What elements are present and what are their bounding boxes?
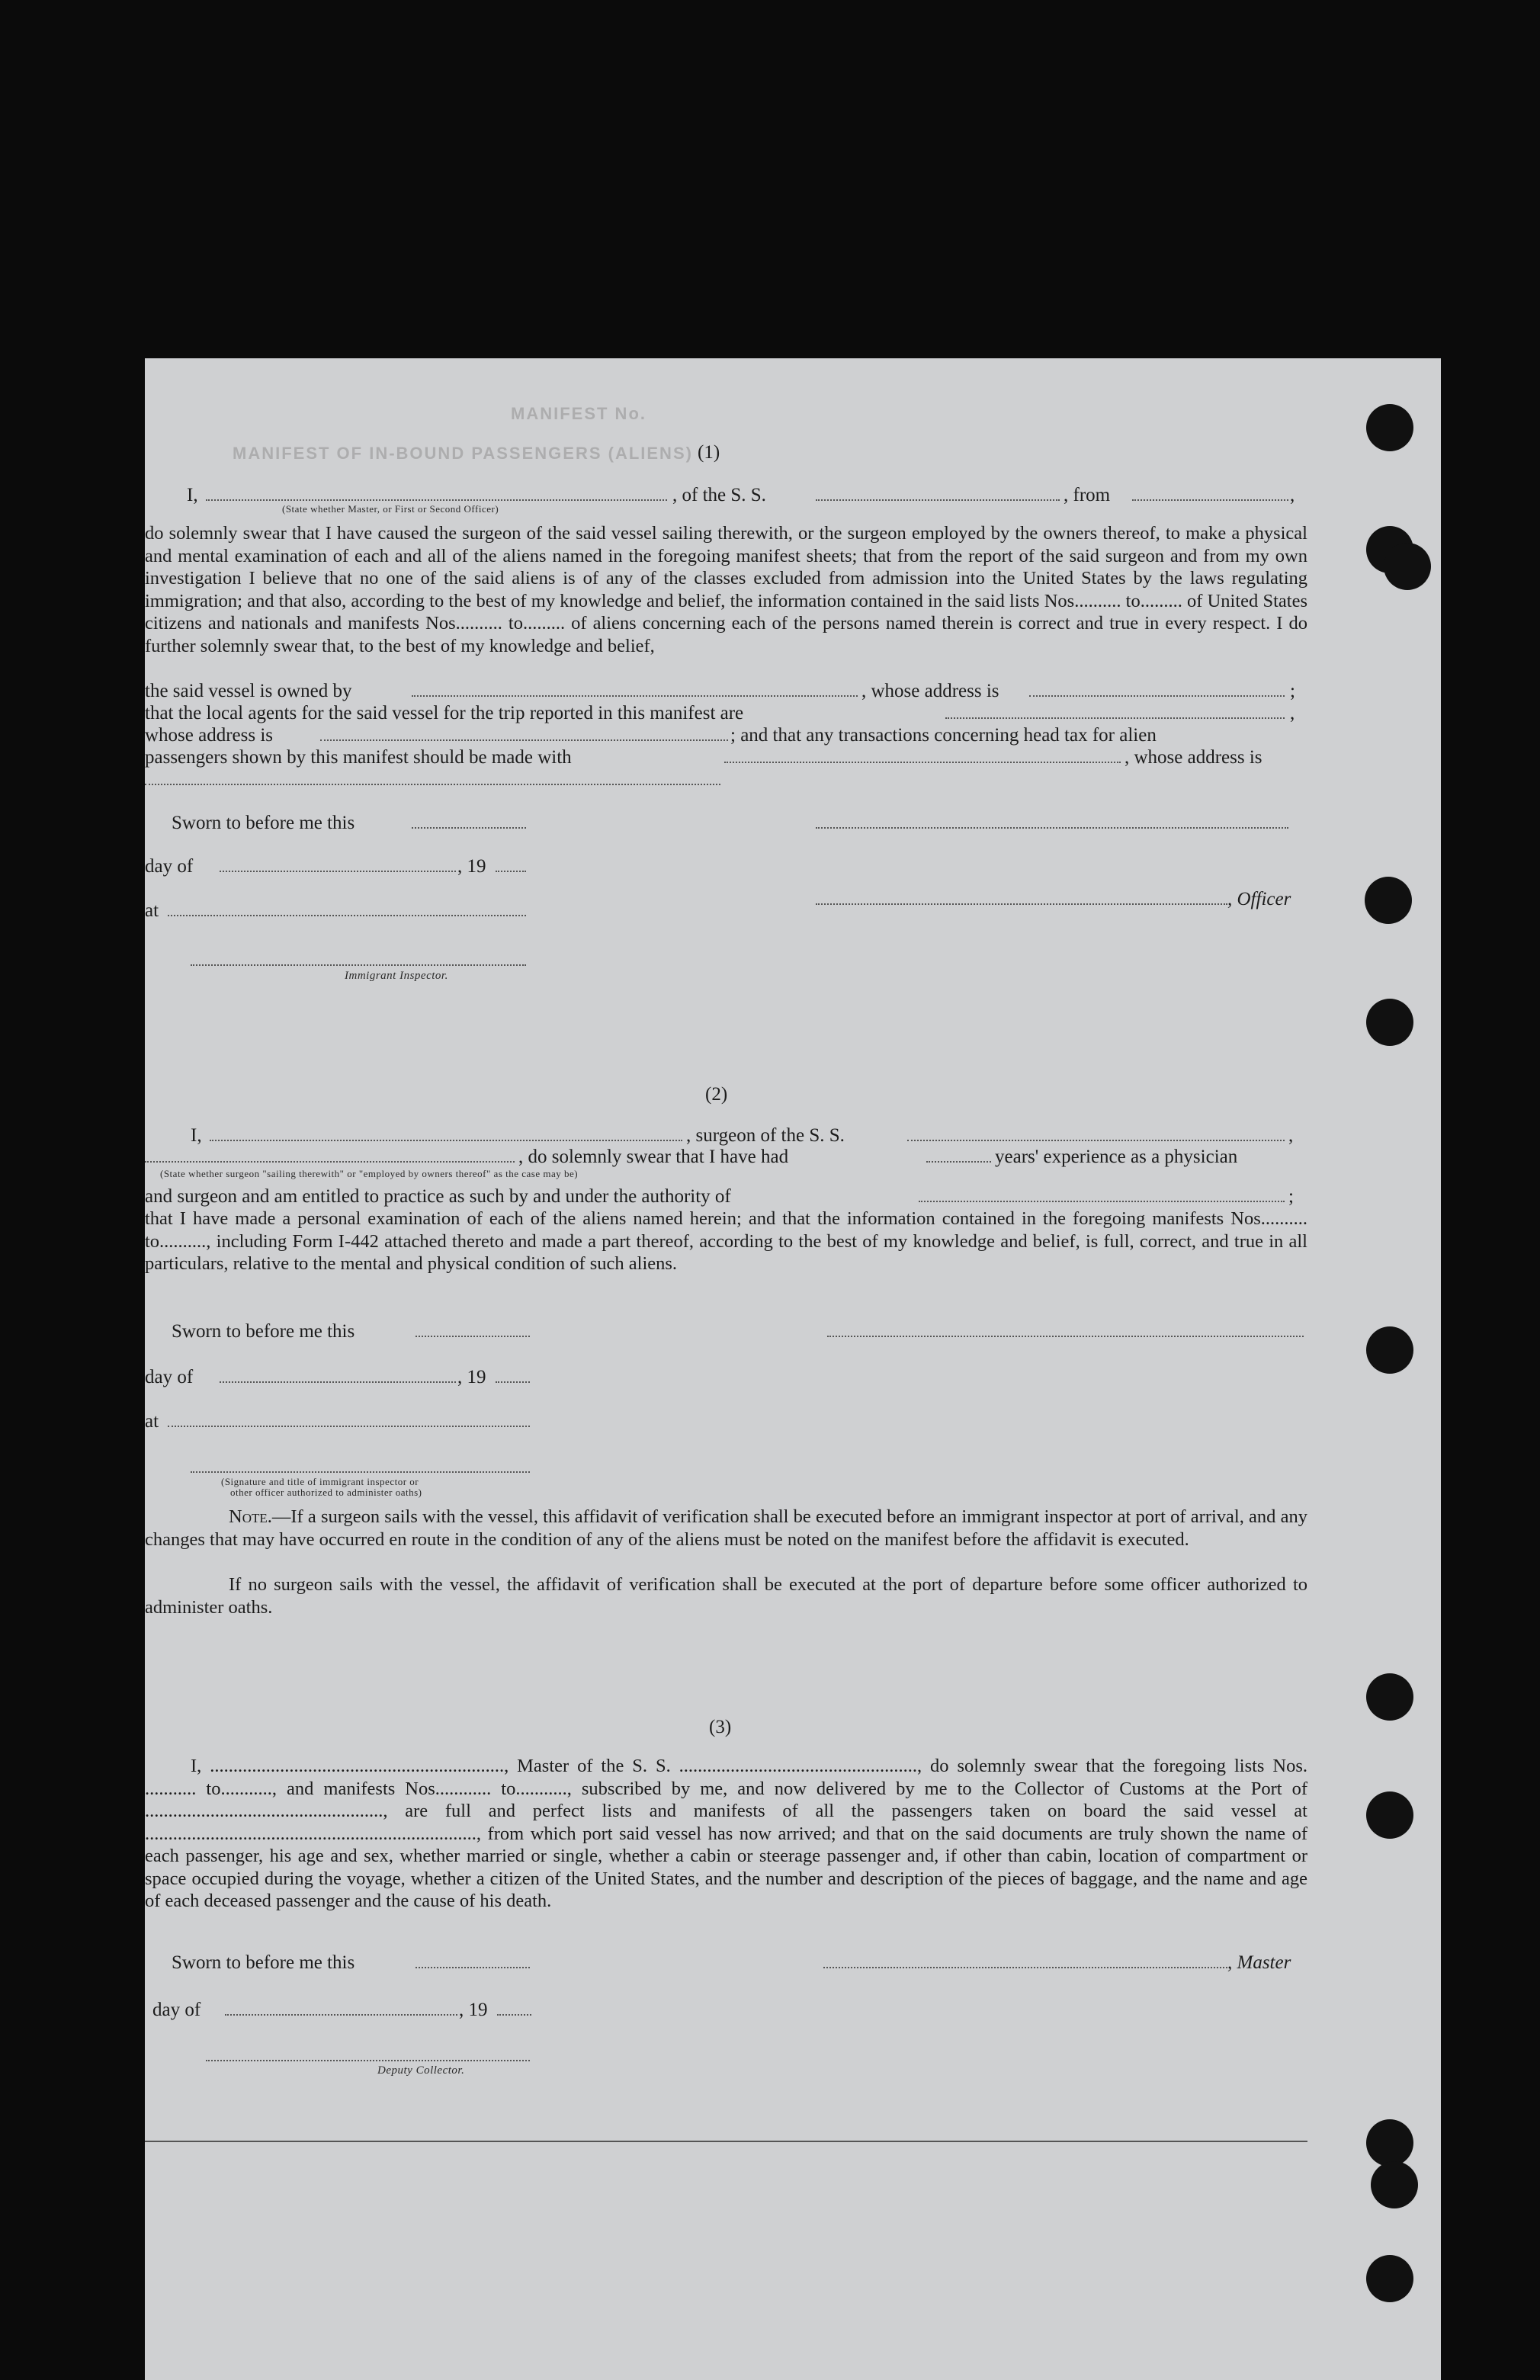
section2-sworn: Sworn to before me this xyxy=(172,1321,355,1342)
note-body: —If a surgeon sails with the vessel, this affidavit of verification shall be executed before an immigrant inspector at port of arrival, and any changes that may have occurred en route in the condition of any of the aliens must be noted on the manifest before the affidavit is executed. xyxy=(145,1506,1307,1550)
punch-hole xyxy=(1366,2119,1413,2167)
owner-address-field[interactable] xyxy=(1029,695,1285,697)
head-tax-party-field[interactable] xyxy=(724,762,1121,763)
bottom-rule xyxy=(145,2141,1307,2142)
punch-hole xyxy=(1384,543,1431,590)
section3-master-label: , Master xyxy=(1227,1952,1291,1973)
authority-field[interactable] xyxy=(919,1201,1285,1202)
punch-hole xyxy=(1366,999,1413,1046)
surgeon-name-field[interactable] xyxy=(210,1140,682,1141)
agents-address-field[interactable] xyxy=(320,739,728,741)
section2-line2-end: years' experience as a physician xyxy=(995,1147,1238,1167)
owner-address-label: , whose address is xyxy=(861,681,999,701)
section1-line1-mid: , of the S. S. xyxy=(672,485,766,505)
punch-hole xyxy=(1366,1791,1413,1839)
section2-line3: and surgeon and am entitled to practice as such by and under the authority of xyxy=(145,1186,731,1207)
section3-number: (3) xyxy=(709,1717,732,1737)
punch-hole xyxy=(1366,1673,1413,1721)
surgeon-note: (State whether surgeon "sailing therewith" or "employed by owners thereof" as the case may be) xyxy=(160,1168,579,1179)
section1-sworn: Sworn to before me this xyxy=(172,813,355,833)
section1-officer-signature-top[interactable] xyxy=(816,827,1288,829)
vessel-name-field[interactable] xyxy=(816,499,1060,501)
master-note: (State whether Master, or First or Second Officer) xyxy=(282,503,499,515)
section3-sworn: Sworn to before me this xyxy=(172,1952,355,1973)
punch-hole xyxy=(1371,2161,1418,2208)
section3-year: , 19 xyxy=(459,2000,488,2020)
section1-line1-end: , xyxy=(1290,485,1295,505)
local-agents-label: that the local agents for the said vessel for the trip reported in this manifest are xyxy=(145,703,744,723)
section2-note xyxy=(145,1506,1307,1551)
section2-inspector-signature-field[interactable] xyxy=(191,1471,530,1473)
section1-number: (1) xyxy=(698,442,720,463)
section2-vessel-field[interactable] xyxy=(907,1140,1285,1141)
master-name-field[interactable] xyxy=(206,499,667,501)
section2-line1-mid: , surgeon of the S. S. xyxy=(686,1125,845,1146)
section2-day-of: day of xyxy=(145,1367,194,1387)
section2-day-field[interactable] xyxy=(220,1381,456,1383)
section1-day-of: day of xyxy=(145,856,194,877)
punch-hole xyxy=(1365,877,1412,924)
punch-hole xyxy=(1366,2255,1413,2302)
from-port-field[interactable] xyxy=(1132,499,1288,501)
surgeon-signature-field[interactable] xyxy=(827,1336,1304,1337)
section2-sworn-field[interactable] xyxy=(415,1336,530,1337)
section3-body: I, ..............................................................., Master of the S. S. ..................................................., do solemnly swear that the foregoing lists Nos. ........... to..........., and manifests Nos............ to..........., subscribed by me, and now delivered by me to the Collector of Customs at the Port of ..................................................., are full and perfect lists and manifests of all the passengers taken on board the said vessel at ......................................................................., from which port said vessel has now arrived; and that on the said documents are truly shown the name of each passenger, his age and sex, whether married or single, whether a cabin or steerage passenger and, if other than cabin, location of compartment or space occupied during the voyage, whether a citizen of the United States, and the number and description of the pieces of baggage, and the name and age of each deceased passenger and the cause of his death. xyxy=(145,1756,1307,1911)
section2-line3-end: ; xyxy=(1288,1186,1294,1207)
section2-year: , 19 xyxy=(457,1367,486,1387)
punch-hole xyxy=(1366,404,1413,451)
section1-officer-label: , Officer xyxy=(1227,889,1291,909)
section1-day-field[interactable] xyxy=(220,871,456,872)
owned-by-label: the said vessel is owned by xyxy=(145,681,352,701)
section1-line1-prefix: I, xyxy=(187,485,198,505)
section1-officer-field[interactable] xyxy=(816,903,1227,905)
section2-body: that I have made a personal examination of each of the aliens named herein; and that the information contained in the foregoing manifests Nos.......... to.........., including Form I-442 attached thereto and made a part thereof, according to the best of my knowledge and belief, is full, correct, and true in all particulars, relative to the mental and physical condition of such aliens. xyxy=(145,1208,1307,1274)
section1-line1-from: , from xyxy=(1064,485,1111,505)
section2-at: at xyxy=(145,1411,159,1432)
head-tax-text: ; and that any transactions concerning head tax for alien xyxy=(730,725,1157,746)
sig-note-1: (Signature and title of immigrant inspector or xyxy=(221,1476,419,1487)
section2-number: (2) xyxy=(705,1084,728,1105)
semicolon-1: ; xyxy=(1290,681,1295,701)
section1-year: , 19 xyxy=(457,856,486,877)
collector-label: Deputy Collector. xyxy=(377,2064,465,2077)
surgeon-status-field[interactable] xyxy=(145,1161,515,1163)
section2-note2: If no surgeon sails with the vessel, the affidavit of verification shall be executed at the port of departure before some officer authorized to administer oaths. xyxy=(145,1574,1307,1618)
section2-line1-end: , xyxy=(1288,1125,1294,1146)
section1-year-field[interactable] xyxy=(496,871,526,872)
passengers-line: passengers shown by this manifest should be made with xyxy=(145,747,572,768)
section3-day-field[interactable] xyxy=(225,2014,457,2016)
inspector-signature-field[interactable] xyxy=(191,964,526,966)
section1-at: at xyxy=(145,900,159,921)
master-signature-field[interactable] xyxy=(823,1967,1227,1968)
section1-at-field[interactable] xyxy=(168,915,526,916)
section1-sworn-field[interactable] xyxy=(412,827,526,829)
watermark-line1: MANIFEST No. xyxy=(511,404,646,423)
agents-address-label: whose address is xyxy=(145,725,274,746)
section2-line1-prefix: I, xyxy=(191,1125,202,1146)
section2-line2-mid: , do solemnly swear that I have had xyxy=(518,1147,789,1167)
inspector-label: Immigrant Inspector. xyxy=(345,970,448,982)
section2-year-field[interactable] xyxy=(496,1381,530,1383)
owner-field[interactable] xyxy=(412,695,858,697)
head-tax-address-field[interactable] xyxy=(145,784,720,785)
punch-hole xyxy=(1366,1326,1413,1374)
section2-at-field[interactable] xyxy=(168,1426,530,1427)
section3-year-field[interactable] xyxy=(497,2014,531,2016)
section1-body: do solemnly swear that I have caused the surgeon of the said vessel sailing therewith, or the surgeon employed by the owners thereof, to make a physical and mental examination of each and all of the aliens named in the foregoing manifest sheets; that from the report of the said surgeon and from my own investigation I believe that no one of the said aliens is of any of the classes excluded from admission into the United States by the laws regulating immigration; and that also, according to the best of my knowledge and belief, the information contained in the said lists Nos.......... to......... of United States citizens and nationals and manifests Nos.......... to......... of aliens concerning each of the persons named therein is correct and true in every respect. I do further solemnly swear that, to the best of my knowledge and belief, xyxy=(145,523,1307,656)
head-tax-address-label: , whose address is xyxy=(1125,747,1262,768)
local-agents-field[interactable] xyxy=(945,717,1285,719)
watermark-line2: MANIFEST OF IN-BOUND PASSENGERS (ALIENS) xyxy=(233,444,693,463)
form-page xyxy=(145,358,1441,2380)
collector-signature-field[interactable] xyxy=(206,2060,530,2061)
sig-note-2: other officer authorized to administer oaths) xyxy=(230,1487,422,1498)
section3-sworn-field[interactable] xyxy=(415,1967,530,1968)
section3-day-of: day of xyxy=(152,2000,201,2020)
note-label: Note. xyxy=(229,1506,272,1527)
comma-1: , xyxy=(1290,703,1295,723)
years-experience-field[interactable] xyxy=(926,1161,991,1163)
